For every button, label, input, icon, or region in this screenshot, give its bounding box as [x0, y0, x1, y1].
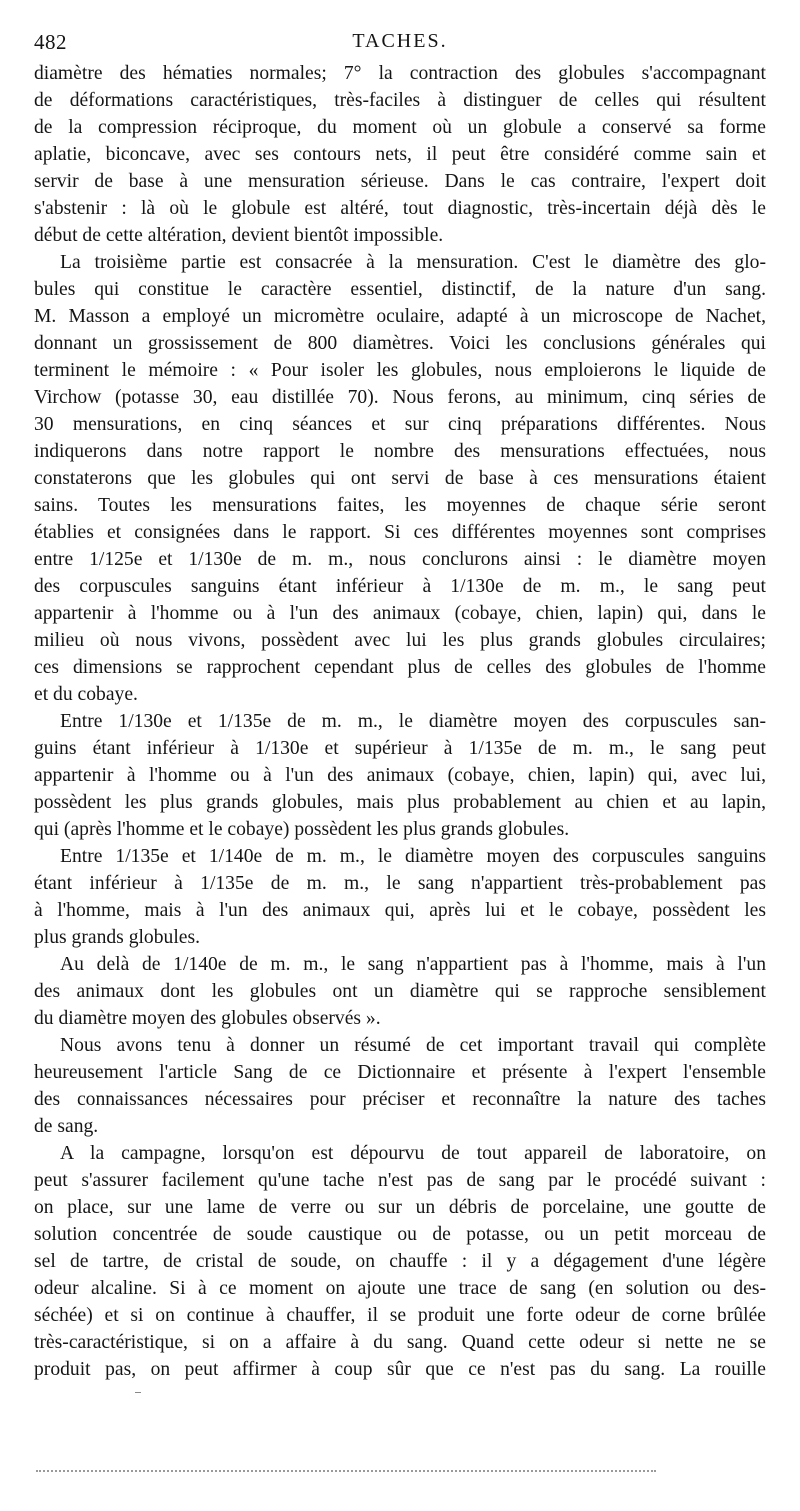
page-number: 482: [34, 30, 67, 54]
text-line: bules qui constitue le caractère essentiel, distinctif, de la nature d'un sang.: [34, 279, 766, 300]
text-line: appartenir à l'homme ou à l'un des animaux (cobaye, chien, lapin) qui, avec lui,: [34, 765, 766, 786]
text-line: des corpuscules sanguins étant inférieur à 1/130e de m. m., le sang peut: [34, 576, 766, 597]
text-line: de déformations caractéristiques, très-faciles à distinguer de celles qui résultent: [34, 90, 766, 111]
text-line: du diamètre moyen des globules observés ».: [34, 1008, 381, 1029]
text-line: plus grands globules.: [34, 927, 200, 948]
text-line: diamètre des hématies normales; 7° la contraction des globules s'accompagnant: [34, 63, 766, 84]
text-line: à l'homme, mais à l'un des animaux qui, après lui et le cobaye, possèdent les: [34, 900, 766, 921]
text-line: ces dimensions se rapprochent cependant plus de celles des globules de l'homme: [34, 657, 766, 678]
text-line: aplatie, biconcave, avec ses contours nets, il peut être considéré comme sain et: [34, 144, 766, 165]
text-line: indiquerons dans notre rapport le nombre des mensurations effectuées, nous: [34, 441, 766, 462]
text-line: M. Masson a employé un micromètre oculaire, adapté à un microscope de Nachet,: [34, 306, 766, 327]
text-line: 30 mensurations, en cinq séances et sur cinq préparations différentes. Nous: [34, 414, 766, 435]
body-text: [34, 60, 766, 1383]
text-line: A la campagne, lorsqu'on est dépourvu de tout appareil de laboratoire, on: [60, 1143, 766, 1164]
running-title: TACHES.: [352, 30, 448, 52]
text-line: possèdent les plus grands globules, mais plus probablement au chien et au lapin,: [34, 792, 766, 813]
text-line: solution concentrée de soude caustique ou de potasse, ou un petit morceau de: [34, 1224, 766, 1245]
text-line: établies et consignées dans le rapport. Si ces différentes moyennes sont comprises: [34, 522, 766, 543]
text-line: Nous avons tenu à donner un résumé de cet important travail qui complète: [60, 1035, 766, 1056]
text-line: guins étant inférieur à 1/130e et supérieur à 1/135e de m. m., le sang peut: [34, 738, 766, 759]
text-line: odeur alcaline. Si à ce moment on ajoute une trace de sang (en solution ou des-: [34, 1278, 766, 1299]
text-line: début de cette altération, devient bientôt impossible.: [34, 225, 444, 246]
text-line: La troisième partie est consacrée à la mensuration. C'est le diamètre des glo-: [60, 252, 766, 273]
text-line: produit pas, on peut affirmer à coup sûr que ce n'est pas du sang. La rouille: [34, 1359, 766, 1380]
text-line: très-caractéristique, si on a affaire à du sang. Quand cette odeur si nette ne se: [34, 1332, 766, 1353]
text-line: de la compression réciproque, du moment où un globule a conservé sa forme: [34, 117, 766, 138]
text-line: appartenir à l'homme ou à l'un des animaux (cobaye, chien, lapin) qui, dans le: [34, 603, 766, 624]
text-line: milieu où nous vivons, possèdent avec lui les plus grands globules circulaires;: [34, 630, 766, 651]
text-line: s'abstenir : là où le globule est altéré, tout diagnostic, très-incertain déjà dès le: [34, 198, 766, 219]
text-line: Entre 1/130e et 1/135e de m. m., le diamètre moyen des corpuscules san-: [60, 711, 766, 732]
text-line: entre 1/125e et 1/130e de m. m., nous conclurons ainsi : le diamètre moyen: [34, 549, 766, 570]
text-line: de sang.: [34, 1116, 99, 1137]
text-line: donnant un grossissement de 800 diamètres. Voici les conclusions générales qui: [34, 333, 766, 354]
text-line: des connaissances nécessaires pour préciser et reconnaître la nature des taches: [34, 1089, 766, 1110]
text-line: sains. Toutes les mensurations faites, les moyennes de chaque série seront: [34, 495, 766, 516]
text-line: séchée) et si on continue à chauffer, il se produit une forte odeur de corne brûlée: [34, 1305, 766, 1326]
text-line: qui (après l'homme et le cobaye) possèdent les plus grands globules.: [34, 819, 570, 840]
print-speck: [135, 1392, 141, 1396]
text-line: servir de base à une mensuration sérieuse. Dans le cas contraire, l'expert doit: [34, 171, 766, 192]
text-line: et du cobaye.: [34, 684, 138, 705]
text-line: des animaux dont les globules ont un diamètre qui se rapproche sensiblement: [34, 981, 766, 1002]
text-line: peut s'assurer facilement qu'une tache n'est pas de sang par le procédé suivant :: [34, 1170, 766, 1191]
footer-rule: [36, 1470, 656, 1472]
text-line: constaterons que les globules qui ont servi de base à ces mensurations étaient: [34, 468, 766, 489]
page-header: [34, 30, 766, 58]
text-line: Virchow (potasse 30, eau distillée 70). Nous ferons, au minimum, cinq séries de: [34, 387, 766, 408]
text-line: Entre 1/135e et 1/140e de m. m., le diamètre moyen des corpuscules sanguins: [60, 846, 766, 867]
text-line: terminent le mémoire : « Pour isoler les globules, nous emploierons le liquide de: [34, 360, 766, 381]
text-line: heureusement l'article Sang de ce Dictionnaire et présente à l'expert l'ensemble: [34, 1062, 766, 1083]
text-line: on place, sur une lame de verre ou sur un débris de porcelaine, une goutte de: [34, 1197, 766, 1218]
text-line: étant inférieur à 1/135e de m. m., le sang n'appartient très-probablement pas: [34, 873, 766, 894]
text-line: sel de tartre, de cristal de soude, on chauffe : il y a dégagement d'une légère: [34, 1251, 766, 1272]
text-line: Au delà de 1/140e de m. m., le sang n'appartient pas à l'homme, mais à l'un: [60, 954, 766, 975]
